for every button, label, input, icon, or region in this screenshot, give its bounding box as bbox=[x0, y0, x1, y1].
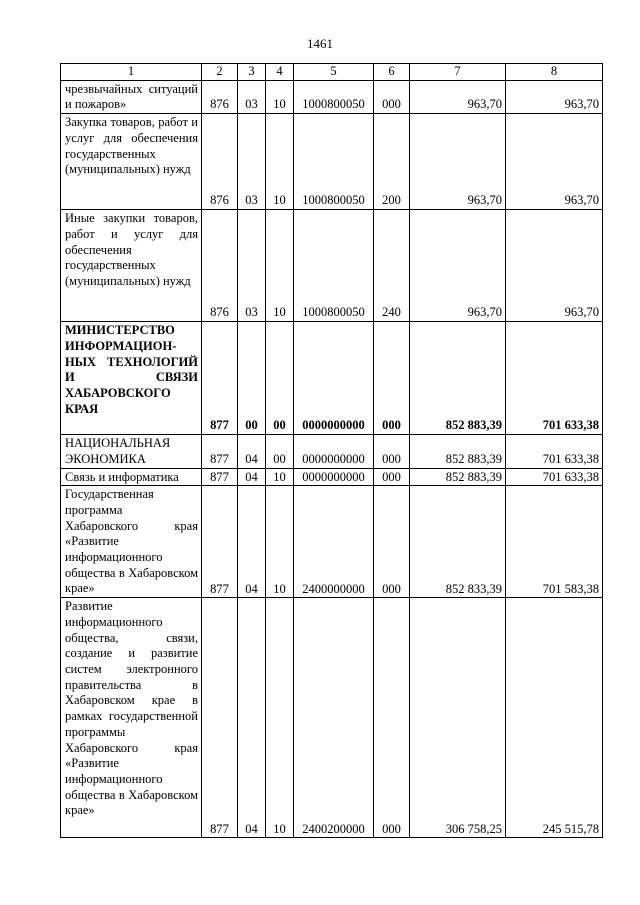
cell-ministry-code: 877 bbox=[202, 435, 238, 468]
cell-subsection: 10 bbox=[266, 598, 294, 838]
cell-subsection: 10 bbox=[266, 486, 294, 598]
cell-section: 00 bbox=[238, 322, 266, 435]
header-col-3: 3 bbox=[238, 64, 266, 81]
header-col-1: 1 bbox=[61, 64, 202, 81]
cell-expense-type: 200 bbox=[374, 114, 410, 210]
cell-amount-1: 963,70 bbox=[410, 114, 506, 210]
cell-target-article: 0000000000 bbox=[294, 435, 374, 468]
cell-subsection: 10 bbox=[266, 80, 294, 113]
header-row bbox=[61, 64, 603, 81]
table-row bbox=[61, 486, 603, 598]
cell-section: 03 bbox=[238, 80, 266, 113]
cell-target-article: 0000000000 bbox=[294, 322, 374, 435]
row-name: Государственная программа Хабаровского края «Развитие информационного общества в Хабаровском крае» bbox=[61, 486, 202, 598]
cell-amount-2: 963,70 bbox=[506, 114, 603, 210]
cell-subsection: 10 bbox=[266, 114, 294, 210]
cell-amount-2: 701 633,38 bbox=[506, 322, 603, 435]
cell-target-article: 1000800050 bbox=[294, 210, 374, 322]
cell-amount-2: 701 633,38 bbox=[506, 435, 603, 468]
cell-subsection: 00 bbox=[266, 435, 294, 468]
table-row bbox=[61, 598, 603, 838]
row-name: МИНИСТЕРСТВО ИНФОРМАЦИОН-НЫХ ТЕХНОЛОГИЙ И СВЯЗИ ХАБАРОВСКОГО КРАЯ bbox=[61, 322, 202, 435]
cell-section: 03 bbox=[238, 114, 266, 210]
table-row bbox=[61, 322, 603, 435]
cell-amount-2: 963,70 bbox=[506, 80, 603, 113]
cell-amount-1: 963,70 bbox=[410, 210, 506, 322]
cell-expense-type: 000 bbox=[374, 598, 410, 838]
cell-amount-1: 852 833,39 bbox=[410, 486, 506, 598]
cell-target-article: 0000000000 bbox=[294, 468, 374, 486]
cell-section: 04 bbox=[238, 486, 266, 598]
cell-amount-1: 852 883,39 bbox=[410, 322, 506, 435]
budget-table bbox=[60, 63, 603, 838]
cell-ministry-code: 877 bbox=[202, 468, 238, 486]
row-name: Развитие информационного общества, связи, создание и развитие систем электронного правительства в Хабаровском крае в рамках государственной программы Хабаровского края «Развитие информационного общества в Хабаровском крае» bbox=[61, 598, 202, 838]
cell-expense-type: 000 bbox=[374, 80, 410, 113]
row-name: чрезвычайных ситуаций и пожаров» bbox=[61, 80, 202, 113]
cell-amount-1: 963,70 bbox=[410, 80, 506, 113]
cell-amount-1: 852 883,39 bbox=[410, 435, 506, 468]
cell-section: 04 bbox=[238, 598, 266, 838]
cell-target-article: 1000800050 bbox=[294, 80, 374, 113]
cell-amount-1: 306 758,25 bbox=[410, 598, 506, 838]
table-row bbox=[61, 435, 603, 468]
cell-expense-type: 000 bbox=[374, 322, 410, 435]
row-name: Иные закупки товаров, работ и услуг для обеспечения государственных (муниципальных) нужд bbox=[61, 210, 202, 322]
cell-target-article: 2400000000 bbox=[294, 486, 374, 598]
cell-ministry-code: 876 bbox=[202, 114, 238, 210]
cell-amount-2: 701 583,38 bbox=[506, 486, 603, 598]
row-name: Связь и информатика bbox=[61, 468, 202, 486]
cell-ministry-code: 876 bbox=[202, 210, 238, 322]
row-name: Закупка товаров, работ и услуг для обеспечения государственных (муниципальных) нужд bbox=[61, 114, 202, 210]
cell-section: 04 bbox=[238, 435, 266, 468]
cell-amount-2: 701 633,38 bbox=[506, 468, 603, 486]
header-col-6: 6 bbox=[374, 64, 410, 81]
header-col-7: 7 bbox=[410, 64, 506, 81]
cell-expense-type: 000 bbox=[374, 486, 410, 598]
header-col-5: 5 bbox=[294, 64, 374, 81]
cell-section: 03 bbox=[238, 210, 266, 322]
cell-ministry-code: 877 bbox=[202, 486, 238, 598]
cell-expense-type: 240 bbox=[374, 210, 410, 322]
header-col-2: 2 bbox=[202, 64, 238, 81]
cell-expense-type: 000 bbox=[374, 435, 410, 468]
cell-ministry-code: 876 bbox=[202, 80, 238, 113]
cell-target-article: 2400200000 bbox=[294, 598, 374, 838]
cell-subsection: 00 bbox=[266, 322, 294, 435]
page-number: 1461 bbox=[307, 36, 333, 51]
cell-ministry-code: 877 bbox=[202, 598, 238, 838]
table-row bbox=[61, 80, 603, 113]
cell-amount-2: 245 515,78 bbox=[506, 598, 603, 838]
cell-section: 04 bbox=[238, 468, 266, 486]
row-name: НАЦИОНАЛЬНАЯ ЭКОНОМИКА bbox=[61, 435, 202, 468]
table-row bbox=[61, 468, 603, 486]
cell-ministry-code: 877 bbox=[202, 322, 238, 435]
header-col-4: 4 bbox=[266, 64, 294, 81]
cell-subsection: 10 bbox=[266, 210, 294, 322]
table-row bbox=[61, 114, 603, 210]
header-col-8: 8 bbox=[506, 64, 603, 81]
cell-amount-2: 963,70 bbox=[506, 210, 603, 322]
table-row bbox=[61, 210, 603, 322]
cell-subsection: 10 bbox=[266, 468, 294, 486]
cell-amount-1: 852 883,39 bbox=[410, 468, 506, 486]
cell-expense-type: 000 bbox=[374, 468, 410, 486]
cell-target-article: 1000800050 bbox=[294, 114, 374, 210]
